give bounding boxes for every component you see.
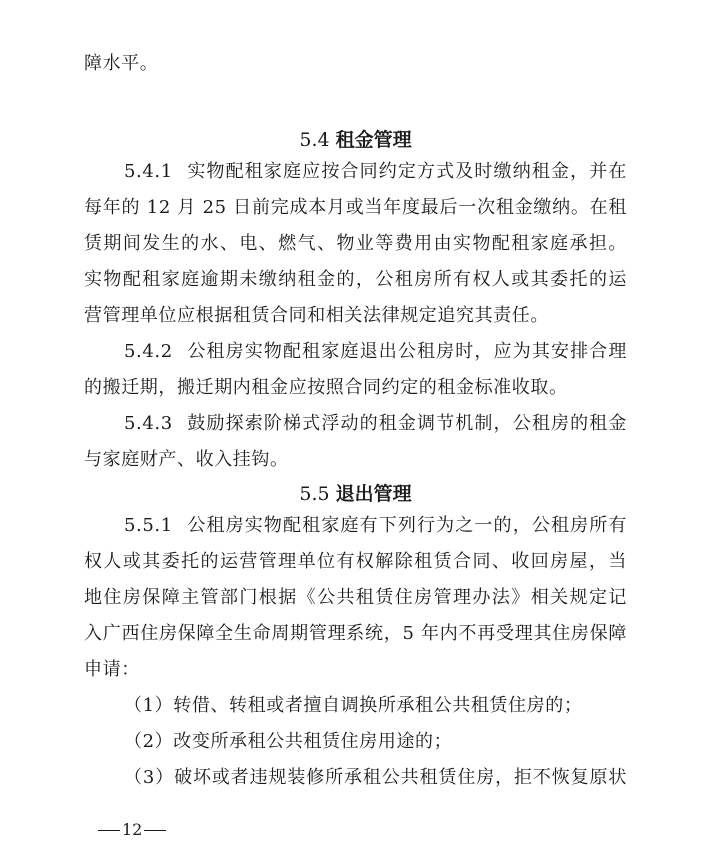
list-item: （1）转借、转租或者擅自调换所承租公共租赁住房的； xyxy=(124,695,583,716)
clause-5-5-1-line-5: 申请： xyxy=(84,659,140,680)
list-item: （3）破坏或者违规装修所承租公共租赁住房，拒不恢复原状 xyxy=(124,767,627,788)
footer-dash-left xyxy=(98,830,120,831)
section-heading-5-4 xyxy=(0,127,711,153)
clause-5-4-1-line-3: 赁期间发生的水、电、燃气、物业等费用由实物配租家庭承担。 xyxy=(84,233,627,254)
clause-number: 5.4.2 xyxy=(124,341,173,362)
clause-5-4-3-line-2: 与家庭财产、收入挂钩。 xyxy=(84,449,289,470)
clause-5-4-1-line-1 xyxy=(124,160,627,184)
clause-number: 5.4.3 xyxy=(124,413,173,434)
clause-5-4-1-line-4: 实物配租家庭逾期未缴纳租金的，公租房所有权人或其委托的运 xyxy=(84,269,627,290)
clause-number: 5.4.1 xyxy=(124,161,173,182)
heading-title: 租金管理 xyxy=(335,129,412,151)
clause-text: 公租房实物配租家庭退出公租房时，应为其安排合理 xyxy=(186,341,627,362)
page-footer xyxy=(96,820,168,840)
clause-5-5-1-line-4: 入广西住房保障全生命周期管理系统，5 年内不再受理其住房保障 xyxy=(84,623,627,644)
heading-title: 退出管理 xyxy=(335,483,412,505)
list-item: （2）改变所承租公共租赁住房用途的； xyxy=(124,731,453,752)
heading-number: 5.5 xyxy=(299,483,330,505)
clause-text: 鼓励探索阶梯式浮动的租金调节机制，公租房的租金 xyxy=(186,413,627,434)
heading-number: 5.4 xyxy=(299,129,330,151)
clause-5-4-2-line-1 xyxy=(124,340,627,364)
clause-5-5-1-line-2: 权人或其委托的运营管理单位有权解除租赁合同、收回房屋，当 xyxy=(84,551,627,572)
clause-5-4-1-line-2: 每年的 12 月 25 日前完成本月或当年度最后一次租金缴纳。在租 xyxy=(84,197,627,218)
section-heading-5-5 xyxy=(0,481,711,507)
clause-number: 5.5.1 xyxy=(124,515,173,536)
text-line-continuation: 障水平。 xyxy=(84,53,159,74)
footer-dash-right xyxy=(144,830,166,831)
clause-text: 公租房实物配租家庭有下列行为之一的，公租房所有 xyxy=(186,515,627,536)
clause-5-4-3-line-1 xyxy=(124,412,627,436)
page-number: 12 xyxy=(122,820,143,839)
clause-5-5-1-line-1 xyxy=(124,514,627,538)
clause-5-4-1-line-5: 营管理单位应根据租赁合同和相关法律规定追究其责任。 xyxy=(84,305,549,326)
clause-text: 实物配租家庭应按合同约定方式及时缴纳租金，并在 xyxy=(186,161,627,182)
clause-5-5-1-line-3: 地住房保障主管部门根据《公共租赁住房管理办法》相关规定记 xyxy=(84,587,627,608)
clause-5-4-2-line-2: 的搬迁期，搬迁期内租金应按照合同约定的租金标准收取。 xyxy=(84,377,568,398)
